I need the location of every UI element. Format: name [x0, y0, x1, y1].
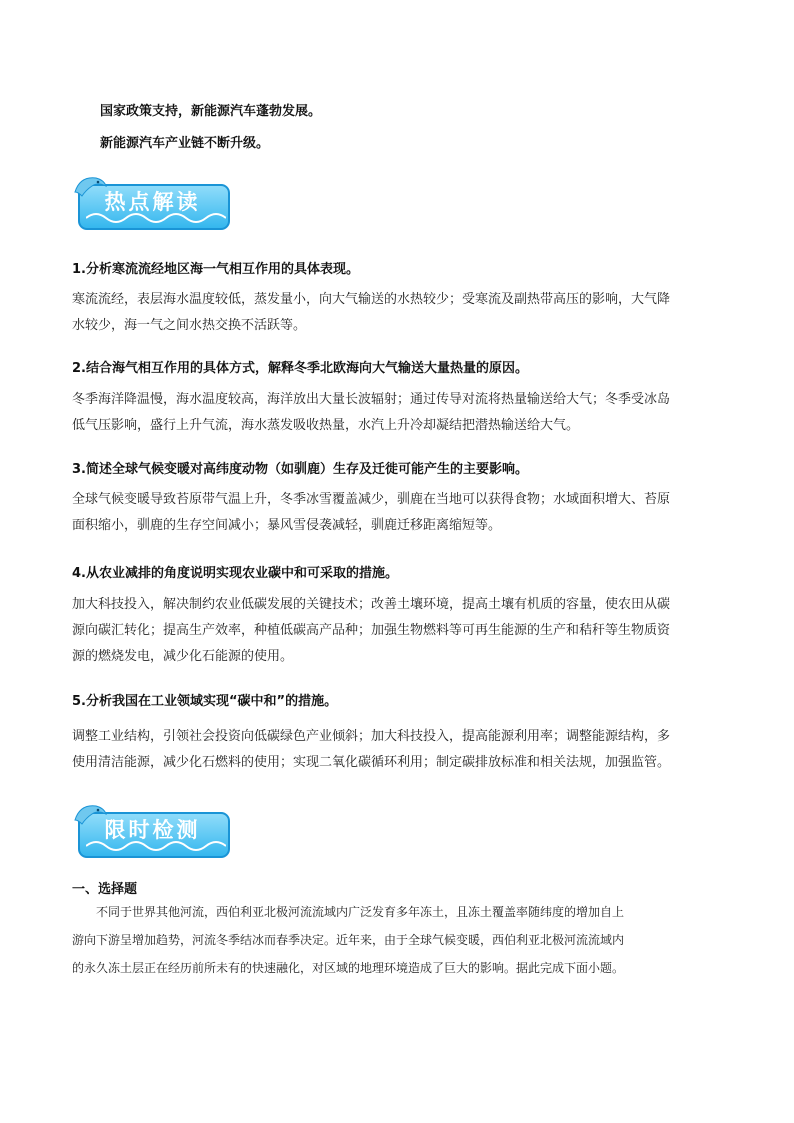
answer-line: 使用清洁能源，减少化石燃料的使用；实现二氧化碳循环利用；制定碳排放标准和相关法规，加强监管。	[72, 755, 671, 770]
question-3-answer	[72, 487, 720, 539]
passage-line: 的永久冻土层正在经历前所未有的快速融化，对区域的地理环境造成了巨大的影响。据此完成下面小题。	[72, 961, 625, 975]
section-title: 一、选择题	[72, 882, 138, 897]
question-2-title: 2.结合海气相互作用的具体方式，解释冬季北欧海向大气输送大量热量的原因。	[72, 361, 528, 376]
answer-line: 水较少，海一气之间水热交换不活跃等。	[72, 318, 307, 333]
answer-line: 加大科技投入，解决制约农业低碳发展的关键技术；改善土壤环境，提高土壤有机质的容量，使农田从碳	[72, 597, 671, 612]
answer-line: 源向碳汇转化；提高生产效率，种植低碳高产品种；加强生物燃料等可再生能源的生产和秸秆等生物质资	[72, 623, 671, 638]
intro-line-2: 新能源汽车产业链不断升级。	[100, 136, 270, 151]
question-2-answer	[72, 387, 720, 439]
question-3-title: 3.简述全球气候变暖对高纬度动物（如驯鹿）生存及迁徙可能产生的主要影响。	[72, 462, 528, 477]
answer-line: 全球气候变暖导致苔原带气温上升，冬季冰雪覆盖减少，驯鹿在当地可以获得食物；水域面积增大、苔原	[72, 492, 671, 507]
question-4-answer	[72, 592, 720, 670]
answer-line: 冬季海洋降温慢，海水温度较高，海洋放出大量长波辐射；通过传导对流将热量输送给大气；冬季受冰岛	[72, 392, 671, 407]
section-banner-timed-test	[72, 800, 237, 866]
banner-title: 限时检测	[104, 818, 201, 842]
answer-line: 源的燃烧发电，减少化石能源的使用。	[72, 649, 294, 664]
reading-passage	[72, 898, 720, 982]
passage-line: 游向下游呈增加趋势，河流冬季结冰而春季决定。近年来，由于全球气候变暖，西伯利亚北极河流流域内	[72, 933, 625, 947]
intro-line-1: 国家政策支持，新能源汽车蓬勃发展。	[100, 104, 322, 119]
dolphin-icon	[72, 800, 108, 828]
question-1-answer	[72, 287, 720, 339]
question-5-answer	[72, 724, 720, 776]
dolphin-icon	[72, 172, 108, 200]
section-banner-hot-topics	[72, 172, 237, 238]
answer-line: 调整工业结构，引领社会投资向低碳绿色产业倾斜；加大科技投入，提高能源利用率；调整能源结构，多	[72, 729, 671, 744]
answer-line: 低气压影响，盛行上升气流，海水蒸发吸收热量，水汽上升冷却凝结把潜热输送给大气。	[72, 418, 580, 433]
answer-line: 寒流流经，表层海水温度较低，蒸发量小，向大气输送的水热较少；受寒流及副热带高压的影响，大气降	[72, 292, 671, 307]
question-5-title: 5.分析我国在工业领域实现“碳中和”的措施。	[72, 694, 338, 709]
passage-line: 不同于世界其他河流，西伯利亚北极河流流域内广泛发育多年冻土，且冻土覆盖率随纬度的增加自上	[96, 905, 625, 919]
answer-line: 面积缩小，驯鹿的生存空间减小；暴风雪侵袭减轻，驯鹿迁移距离缩短等。	[72, 518, 502, 533]
question-1-title: 1.分析寒流流经地区海一气相互作用的具体表现。	[72, 262, 359, 277]
banner-title: 热点解读	[104, 190, 201, 214]
question-4-title: 4.从农业减排的角度说明实现农业碳中和可采取的措施。	[72, 566, 398, 581]
